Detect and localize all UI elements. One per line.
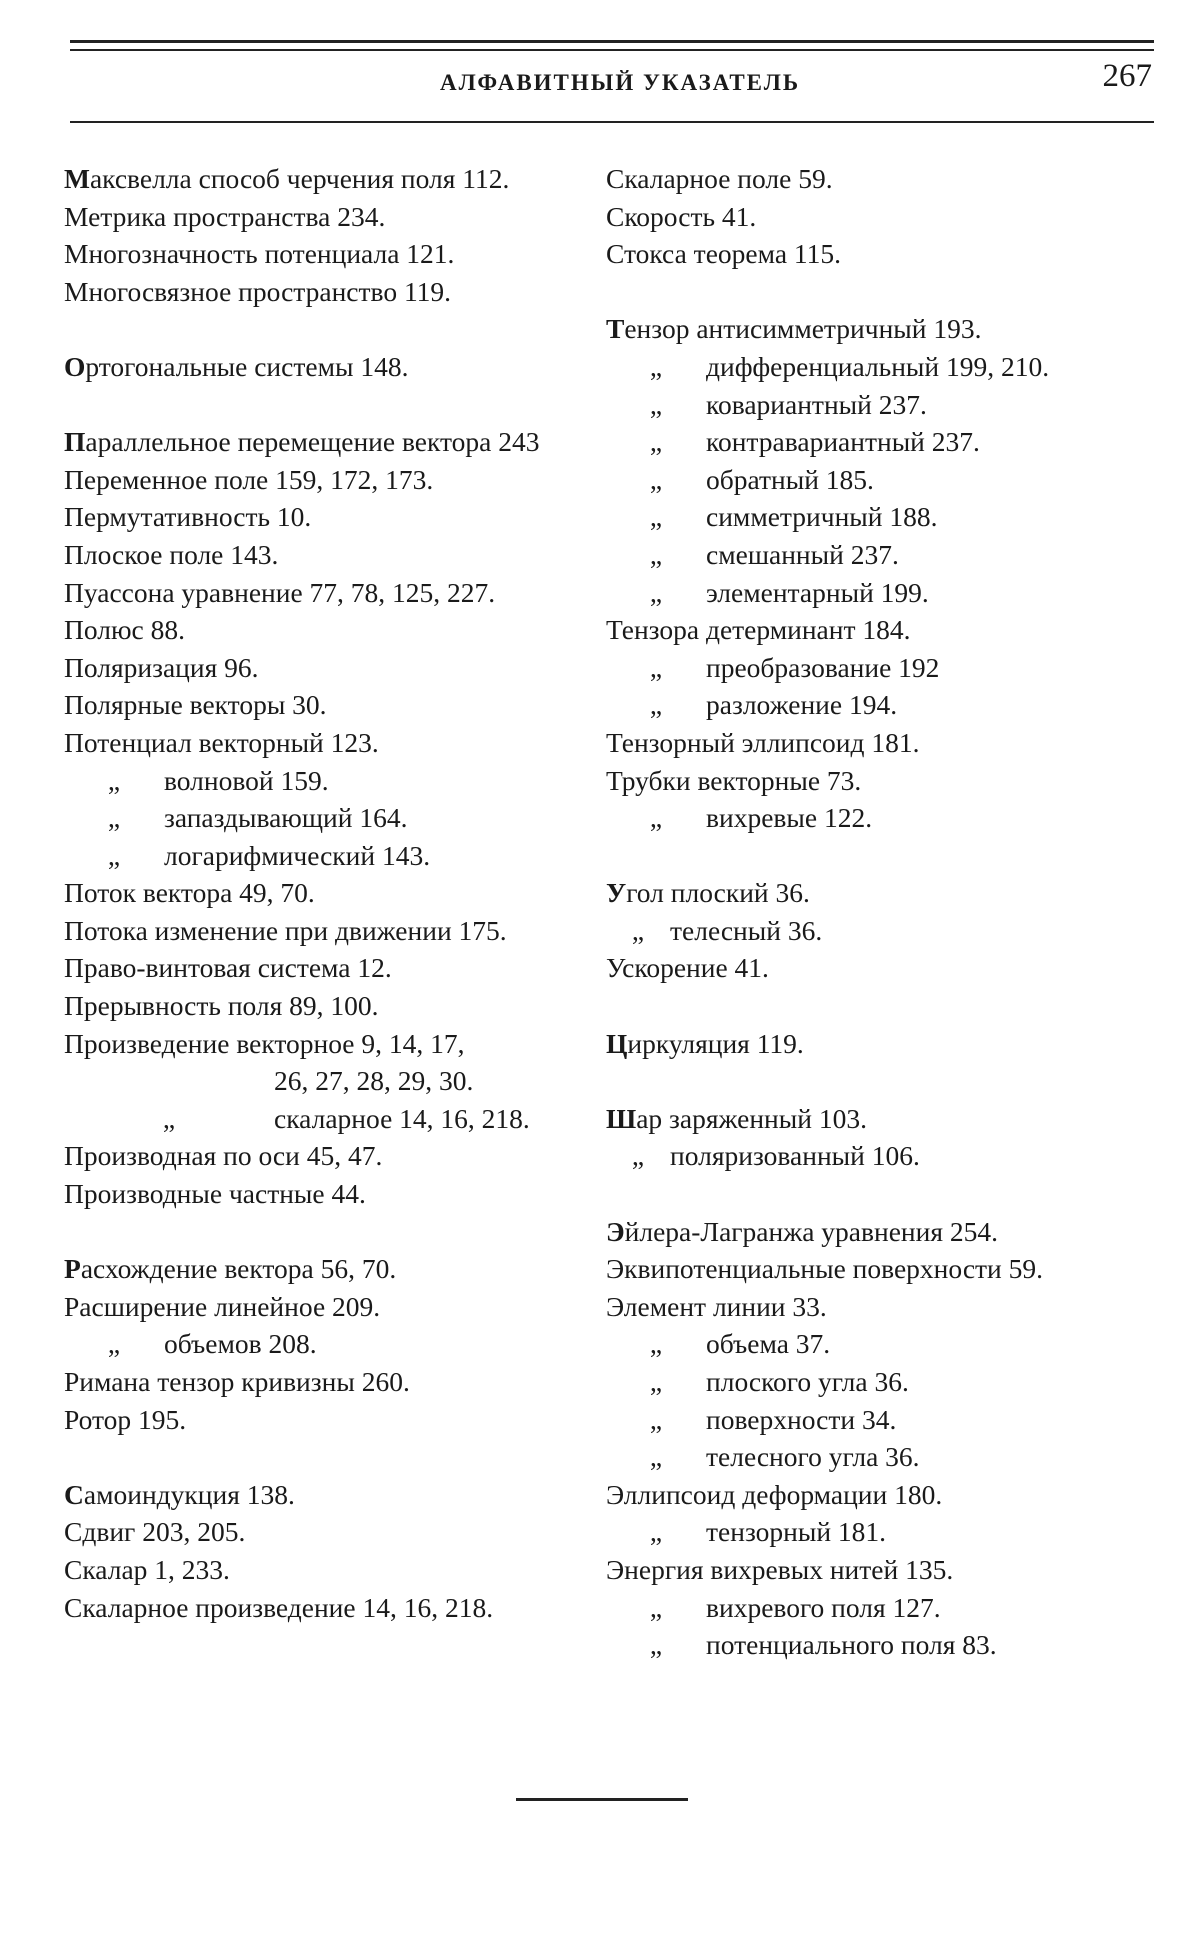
entry-text: 26, 27, 28, 29, 30. [274,1065,474,1097]
entry-text: Римана тензор кривизны 260. [64,1366,410,1397]
entry-text: Полярные векторы 30. [64,689,327,721]
ditto-mark: „ [649,538,663,570]
entry-text: гол плоский 36. [626,877,810,909]
entry-text: логарифмический 143. [164,839,431,871]
index-entry [606,1589,1166,1627]
index-entry [606,498,1166,536]
entry-text: Поляризация 96. [64,651,259,683]
index-entry [606,1626,1166,1664]
index-entry [606,611,1166,649]
ditto-mark: „ [649,1516,663,1548]
entry-text: тензорный 181. [706,1516,887,1548]
end-rule [516,1798,688,1801]
entry-text: Многосвязное пространство 119. [64,275,452,307]
entry-text: иркуляция 119. [627,1027,804,1059]
entry-text: йлера-Лагранжа уравнения 254. [624,1215,999,1247]
index-entry [64,649,604,687]
index-gap [64,386,604,424]
index-entry [606,1363,1166,1401]
entry-text: объемов 208. [164,1328,317,1360]
index-entry [606,1137,1166,1175]
index-entry [606,949,1166,987]
index-entry [64,1401,604,1439]
entry-text: Метрика пространства 234. [64,200,386,232]
index-entry [64,912,604,950]
entry-text: Ускорение 41. [606,952,769,984]
index-entry [64,987,604,1025]
entry-text: ензор антисимметричный 193. [624,313,982,345]
entry-text: Скорость 41. [606,200,757,232]
index-gap [64,1213,604,1251]
ditto-mark: „ [107,839,121,871]
ditto-mark: „ [107,1328,121,1360]
entry-text: Скаларное произведение 14, 16, 218. [64,1591,494,1623]
index-entry [64,1476,604,1514]
entry-text: волновой 159. [164,764,329,796]
index-entry [606,574,1166,612]
entry-text: араллельное перемещение вектора 243 [85,426,540,458]
entry-text: Энергия вихревых нитей 135. [606,1553,954,1585]
index-entry [606,1100,1166,1138]
index-entry [64,536,604,574]
entry-text: телесный 36. [670,914,823,946]
index-entry [64,1325,604,1363]
entry-text: Производная по оси 45, 47. [64,1140,383,1172]
entry-text: амоиндукция 138. [83,1478,295,1510]
ditto-mark: „ [649,1591,663,1623]
index-entry [606,198,1166,236]
entry-text: Эквипотенциальные поверхности 59. [606,1253,1044,1285]
index-entry [606,1513,1166,1551]
section-initial: С [64,1478,84,1510]
entry-text: скаларное 14, 16, 218. [274,1102,530,1134]
ditto-mark: „ [649,1629,663,1661]
index-gap [606,1062,1166,1100]
section-initial: Ц [606,1027,628,1059]
index-entry [64,874,604,912]
entry-text: Потенциал векторный 123. [64,726,379,758]
index-entry [64,1288,604,1326]
entry-text: плоского угла 36. [706,1366,909,1397]
header-rule-bottom [70,121,1154,123]
ditto-mark: „ [649,1328,663,1360]
entry-text: Переменное поле 159, 172, 173. [64,463,434,495]
index-gap [64,310,604,348]
index-entry [64,1137,604,1175]
entry-text: Элемент линии 33. [606,1290,827,1322]
header-rule-second [70,49,1154,51]
index-column-right [606,160,1166,1664]
entry-text: вихревого поля 127. [706,1591,941,1623]
index-entry [64,1062,604,1100]
header-rule-top [70,40,1154,43]
index-entry [606,724,1166,762]
index-entry [64,198,604,236]
entry-text: Пуассона уравнение 77, 78, 125, 227. [64,576,496,608]
entry-text: поляризованный 106. [670,1140,920,1172]
index-entry [606,1551,1166,1589]
index-entry [64,235,604,273]
index-entry [64,574,604,612]
entry-text: Сдвиг 203, 205. [64,1516,246,1548]
entry-text: обратный 185. [706,463,874,495]
entry-text: Расширение линейное 209. [64,1290,381,1322]
index-entry [606,1476,1166,1514]
ditto-mark: „ [649,350,663,382]
index-entry [606,461,1166,499]
index-entry [64,1025,604,1063]
index-entry [606,536,1166,574]
entry-text: ковариантный 237. [706,388,927,420]
index-entry [64,1551,604,1589]
section-initial: Ш [606,1102,637,1134]
index-entry [606,874,1166,912]
index-entry [64,949,604,987]
index-entry [606,1438,1166,1476]
ditto-mark: „ [649,651,663,683]
index-entry [606,686,1166,724]
entry-text: смешанный 237. [706,538,899,570]
section-initial: О [64,350,86,382]
entry-text: Эллипсоид деформации 180. [606,1478,943,1510]
index-entry [64,724,604,762]
entry-text: телесного угла 36. [706,1441,920,1473]
index-entry [606,386,1166,424]
index-entry [606,799,1166,837]
index-entry [64,799,604,837]
section-initial: Т [606,313,625,345]
index-entry [64,1513,604,1551]
index-entry [64,461,604,499]
index-entry [606,1325,1166,1363]
entry-text: Плоское поле 143. [64,538,279,570]
ditto-mark: „ [631,914,645,946]
index-entry [606,310,1166,348]
entry-text: Производные частные 44. [64,1178,366,1210]
ditto-mark: „ [649,426,663,458]
index-entry [64,498,604,536]
ditto-mark: „ [107,764,121,796]
ditto-mark: „ [162,1102,176,1134]
entry-text: симметричный 188. [706,501,938,533]
ditto-mark: „ [649,388,663,420]
entry-text: объема 37. [706,1328,831,1360]
index-entry [606,912,1166,950]
entry-text: асхождение вектора 56, 70. [80,1253,397,1285]
entry-text: Многозначность потенциала 121. [64,238,455,270]
section-initial: Р [64,1253,81,1285]
entry-text: Стокса теорема 115. [606,238,842,270]
index-gap [606,837,1166,875]
entry-text: разложение 194. [706,689,898,721]
entry-text: Поток вектора 49, 70. [64,877,315,909]
entry-text: элементарный 199. [706,576,929,608]
index-entry [64,273,604,311]
index-entry [64,611,604,649]
index-entry [606,1401,1166,1439]
index-entry [64,423,604,461]
section-initial: М [64,163,90,194]
index-entry [606,1250,1166,1288]
index-entry [64,1363,604,1401]
index-gap [606,1175,1166,1213]
index-entry [606,423,1166,461]
index-entry [64,1175,604,1213]
index-entry [64,1100,604,1138]
index-entry [64,1250,604,1288]
entry-text: аксвелла способ черчения поля 112. [89,163,510,194]
index-entry [606,1213,1166,1251]
ditto-mark: „ [649,1403,663,1435]
section-initial: У [606,877,627,909]
ditto-mark: „ [631,1140,645,1172]
index-entry [606,235,1166,273]
entry-text: вихревые 122. [706,802,873,834]
entry-text: поверхности 34. [706,1403,897,1435]
entry-text: Произведение векторное 9, 14, 17, [64,1027,465,1059]
ditto-mark: „ [649,576,663,608]
index-entry [606,160,1166,198]
ditto-mark: „ [649,802,663,834]
entry-text: Потока изменение при движении 175. [64,914,507,946]
index-entry [606,649,1166,687]
entry-text: Скаларное поле 59. [606,163,833,194]
index-gap [606,987,1166,1025]
entry-text: ртогональные системы 148. [85,350,409,382]
entry-text: Ротор 195. [64,1403,187,1435]
index-entry [606,348,1166,386]
section-initial: П [64,426,86,458]
entry-text: Полюс 88. [64,614,185,646]
entry-text: контравариантный 237. [706,426,980,458]
ditto-mark: „ [649,689,663,721]
index-entry [606,1025,1166,1063]
running-head: АЛФАВИТНЫЙ УКАЗАТЕЛЬ [439,70,801,95]
ditto-mark: „ [649,463,663,495]
index-column-left [64,160,604,1626]
index-entry [64,837,604,875]
entry-text: Право-винтовая система 12. [64,952,392,984]
entry-text: преобразование 192 [706,651,940,683]
entry-text: Тензора детерминант 184. [606,614,911,646]
index-gap [606,273,1166,311]
index-gap [64,1438,604,1476]
entry-text: запаздывающий 164. [164,802,408,834]
index-entry [64,686,604,724]
index-entry [606,1288,1166,1326]
entry-text: ар заряженный 103. [636,1102,867,1134]
entry-text: Трубки векторные 73. [606,764,862,796]
index-entry [64,1589,604,1627]
index-entry [64,160,604,198]
entry-text: Скалар 1, 233. [64,1553,230,1585]
ditto-mark: „ [649,501,663,533]
ditto-mark: „ [649,1366,663,1397]
index-entry [64,762,604,800]
entry-text: дифференциальный 199, 210. [706,350,1050,382]
entry-text: Тензорный эллипсоид 181. [606,726,920,758]
ditto-mark: „ [107,802,121,834]
section-initial: Э [606,1215,625,1247]
entry-text: Прерывность поля 89, 100. [64,990,379,1022]
page-number: 267 [1102,58,1152,94]
entry-text: потенциального поля 83. [706,1629,997,1661]
ditto-mark: „ [649,1441,663,1473]
index-entry [64,348,604,386]
entry-text: Пермутативность 10. [64,501,312,533]
index-entry [606,762,1166,800]
